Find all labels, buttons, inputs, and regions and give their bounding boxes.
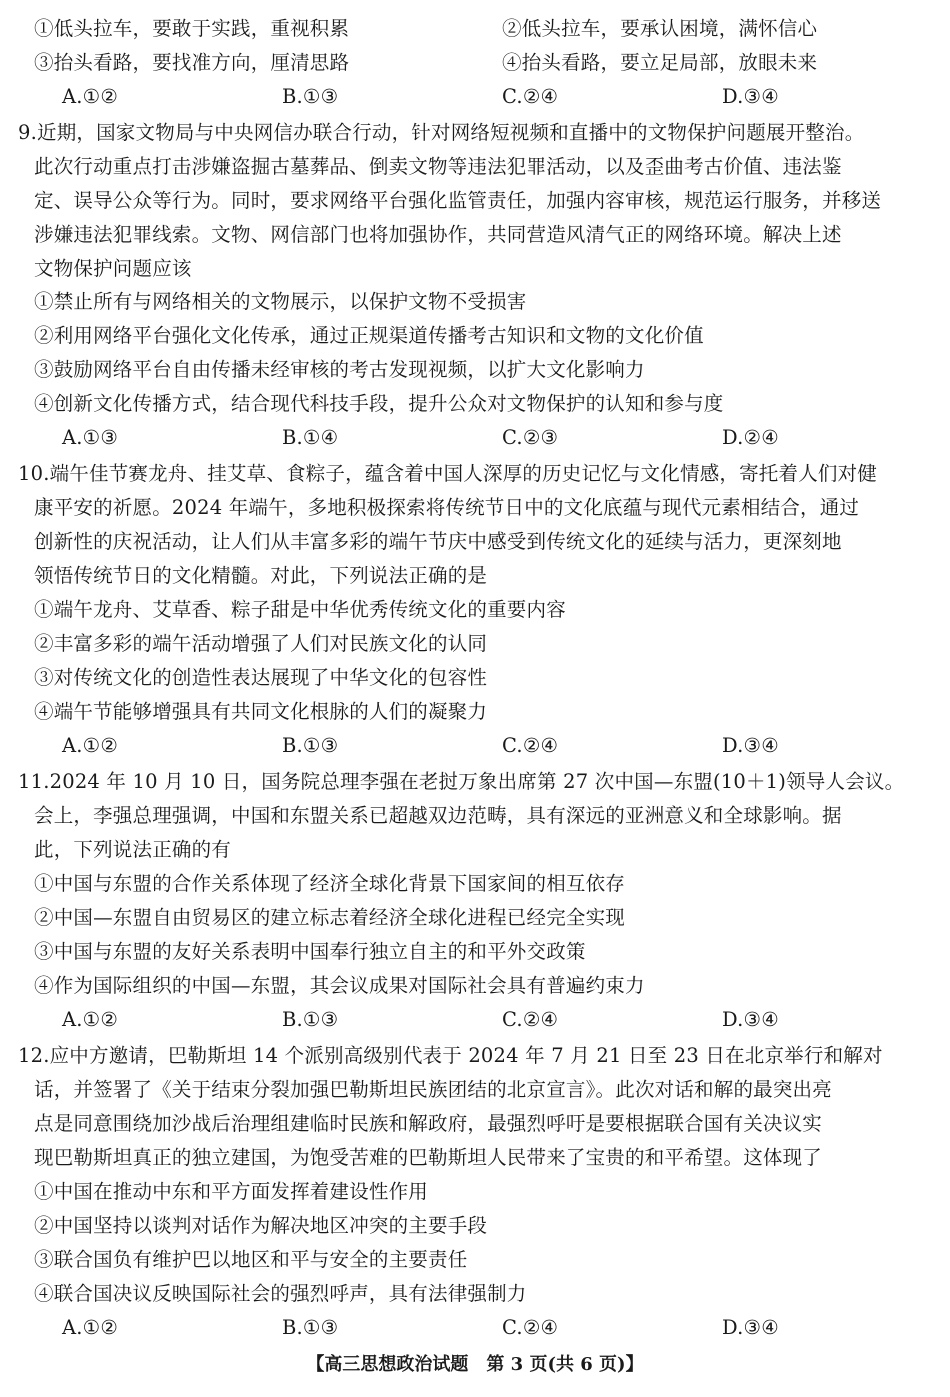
q11-stem-line: 11.2024 年 10 月 10 日，国务院总理李强在老挝万象出席第 27 次中国—东盟(10＋1)领导人会议。 xyxy=(18,770,905,793)
q10-statement: ①端午龙舟、艾草香、粽子甜是中华优秀传统文化的重要内容 xyxy=(34,598,566,621)
q9-statement: ②利用网络平台强化文化传承，通过正规渠道传播考古知识和文物的文化价值 xyxy=(34,324,704,347)
q10-stem-line: 康平安的祈愿。2024 年端午，多地积极探索将传统节日中的文化底蕴与现代元素相结合，通过 xyxy=(34,496,860,519)
q11-stem-line: 此，下列说法正确的有 xyxy=(34,838,232,861)
q12-stem-line: 点是同意围绕加沙战后治理组建临时民族和解政府，最强烈呼吁是要根据联合国有关决议实 xyxy=(34,1112,823,1135)
option-c: C.②④ xyxy=(502,734,559,757)
q12-stem-line: 12.应中方邀请，巴勒斯坦 14 个派别高级别代表于 2024 年 7 月 21 日至 23 日在北京举行和解对 xyxy=(18,1044,883,1067)
page-footer: 【高三思想政治试题 第 3 页(共 6 页)】 xyxy=(306,1354,644,1375)
option-a: A.①② xyxy=(62,1316,119,1339)
q11-statement: ④作为国际组织的中国—东盟，其会议成果对国际社会具有普遍约束力 xyxy=(34,974,645,997)
q9-statement: ①禁止所有与网络相关的文物展示，以保护文物不受损害 xyxy=(34,290,527,313)
option-a: A.①② xyxy=(62,734,119,757)
option-d: D.③④ xyxy=(722,1316,779,1339)
q11-statement: ①中国与东盟的合作关系体现了经济全球化背景下国家间的相互依存 xyxy=(34,872,626,895)
option-c: C.②④ xyxy=(502,1316,559,1339)
option-c: C.②③ xyxy=(502,426,559,449)
q11-statement: ③中国与东盟的友好关系表明中国奉行独立自主的和平外交政策 xyxy=(34,940,586,963)
q12-stem-line: 话，并签署了《关于结束分裂加强巴勒斯坦民族团结的北京宣言》。此次对话和解的最突出亮 xyxy=(34,1078,832,1101)
option-c: C.②④ xyxy=(502,85,559,108)
q10-stem-line: 10.端午佳节赛龙舟、挂艾草、食粽子，蕴含着中国人深厚的历史记忆与文化情感，寄托着人们对健 xyxy=(18,462,878,485)
option-b: B.①③ xyxy=(282,1008,339,1031)
q9-stem-line: 涉嫌违法犯罪线索。文物、网信部门也将加强协作，共同营造风清气正的网络环境。解决上述 xyxy=(34,223,842,246)
q8-statement-3: ③抬头看路，要找准方向，厘清思路 xyxy=(34,51,350,74)
option-c: C.②④ xyxy=(502,1008,559,1031)
q9-stem-line: 定、误导公众等行为。同时，要求网络平台强化监管责任，加强内容审核，规范运行服务，并移送 xyxy=(34,189,882,212)
q12-statement: ①中国在推动中东和平方面发挥着建设性作用 xyxy=(34,1180,429,1203)
option-d: D.③④ xyxy=(722,1008,779,1031)
option-a: A.①③ xyxy=(62,426,119,449)
option-b: B.①③ xyxy=(282,734,339,757)
q10-statement: ③对传统文化的创造性表达展现了中华文化的包容性 xyxy=(34,666,488,689)
q12-statement: ③联合国负有维护巴以地区和平与安全的主要责任 xyxy=(34,1248,468,1271)
q9-stem-line: 此次行动重点打击涉嫌盗掘古墓葬品、倒卖文物等违法犯罪活动，以及歪曲考古价值、违法鉴 xyxy=(34,155,842,178)
q9-stem-line: 文物保护问题应该 xyxy=(34,257,192,280)
option-a: A.①② xyxy=(62,1008,119,1031)
q8-statement-1: ①低头拉车，要敢于实践，重视积累 xyxy=(34,17,350,40)
option-d: D.③④ xyxy=(722,85,779,108)
q9-statement: ④创新文化传播方式，结合现代科技手段，提升公众对文物保护的认知和参与度 xyxy=(34,392,724,415)
q10-statement: ④端午节能够增强具有共同文化根脉的人们的凝聚力 xyxy=(34,700,488,723)
q12-stem-line: 现巴勒斯坦真正的独立建国，为饱受苦难的巴勒斯坦人民带来了宝贵的和平希望。这体现了 xyxy=(34,1146,823,1169)
option-d: D.②④ xyxy=(722,426,779,449)
q12-statement: ④联合国决议反映国际社会的强烈呼声，具有法律强制力 xyxy=(34,1282,527,1305)
q10-stem-line: 创新性的庆祝活动，让人们从丰富多彩的端午节庆中感受到传统文化的延续与活力，更深刻地 xyxy=(34,530,842,553)
q11-stem-line: 会上，李强总理强调，中国和东盟关系已超越双边范畴，具有深远的亚洲意义和全球影响。据 xyxy=(34,804,842,827)
option-b: B.①④ xyxy=(282,426,339,449)
q10-stem-line: 领悟传统节日的文化精髓。对此，下列说法正确的是 xyxy=(34,564,488,587)
option-d: D.③④ xyxy=(722,734,779,757)
option-b: B.①③ xyxy=(282,1316,339,1339)
option-b: B.①③ xyxy=(282,85,339,108)
q8-statement-4: ④抬头看路，要立足局部，放眼未来 xyxy=(502,51,818,74)
q12-statement: ②中国坚持以谈判对话作为解决地区冲突的主要手段 xyxy=(34,1214,488,1237)
q9-statement: ③鼓励网络平台自由传播未经审核的考古发现视频，以扩大文化影响力 xyxy=(34,358,645,381)
q10-statement: ②丰富多彩的端午活动增强了人们对民族文化的认同 xyxy=(34,632,488,655)
option-a: A.①② xyxy=(62,85,119,108)
q8-statement-2: ②低头拉车，要承认困境，满怀信心 xyxy=(502,17,818,40)
q11-statement: ②中国—东盟自由贸易区的建立标志着经济全球化进程已经完全实现 xyxy=(34,906,626,929)
q9-stem-line: 9.近期，国家文物局与中央网信办联合行动，针对网络短视频和直播中的文物保护问题展开整治。 xyxy=(18,121,865,144)
